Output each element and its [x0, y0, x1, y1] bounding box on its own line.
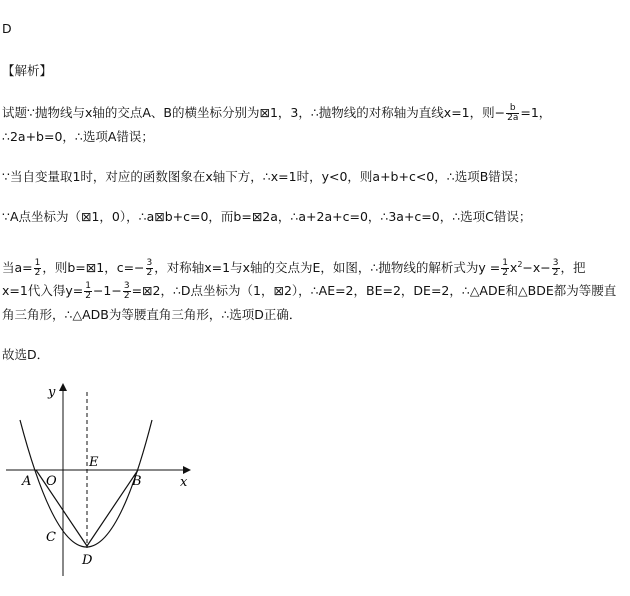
fraction: $\frac{3}{2}$: [146, 258, 153, 279]
label-c: C: [46, 530, 56, 545]
paragraph-2: ∵当自变量取1时，对应的函数图象在x轴下方，∴x=1时，y<0，则a+b+c<0，∴选项B错误；: [2, 169, 526, 184]
p1-text-c: =1，: [520, 105, 552, 120]
fraction-b-over-2a: $\frac{b}{2a}$: [507, 103, 519, 123]
label-d: D: [82, 553, 93, 568]
parabola-figure: [0, 378, 200, 588]
paragraph-3: ∵A点坐标为（⊠1，0），∴a⊠b+c=0，而b=⊠2a，∴a+2a+c=0，∴3a+c=0，∴选项C错误；: [2, 209, 532, 224]
p1-text-a: 试题∵抛物线与x轴的交点A、B的横坐标分别为⊠1，3，∴抛物线的对称轴为直线x=1，则: [2, 105, 495, 120]
p4-text: −1−: [92, 283, 122, 298]
fraction: $\frac{1}{2}$: [34, 258, 41, 279]
paragraph-4-line-3: 角三角形，∴△ADB为等腰直角三角形，∴选项D正确．: [2, 307, 302, 322]
label-a: A: [22, 474, 32, 489]
p4-text: 当a=: [2, 260, 33, 276]
label-e: E: [89, 455, 99, 470]
paragraph-1-line-1: 试题∵抛物线与x轴的交点A、B的横坐标分别为⊠1，3，∴抛物线的对称轴为直线x=1，则− $\frac{b}{2a}$ =1，: [2, 103, 552, 123]
label-y: y: [48, 385, 56, 400]
fraction: $\frac{3}{2}$: [552, 258, 559, 279]
p4-text: ，则b=⊠1，c=−: [42, 260, 145, 276]
segment-ad: [36, 470, 87, 546]
p4-text: x=1代入得y=: [2, 283, 84, 298]
label-x: x: [180, 475, 188, 490]
conclusion: 故选D．: [2, 347, 50, 362]
superscript: 2: [517, 260, 523, 269]
p4-text: =⊠2，∴D点坐标为（1，⊠2），∴AE=2，BE=2，DE=2，∴△ADE和△BDE都为等腰直: [131, 283, 617, 298]
paragraph-1-line-2: ∴2a+b=0，∴选项A错误；: [2, 129, 154, 144]
label-b: B: [132, 474, 142, 489]
paragraph-4-line-2: [2, 282, 616, 301]
label-o: O: [46, 474, 57, 489]
paragraph-4-line-1: [2, 256, 586, 278]
p4-text: −x−: [522, 260, 551, 276]
fraction: $\frac{3}{2}$: [123, 281, 130, 301]
section-title: 【解析】: [2, 63, 53, 78]
segment-bd: [87, 470, 138, 546]
fraction: $\frac{1}{2}$: [85, 281, 91, 301]
p4-text: x: [509, 260, 518, 276]
answer-line: D: [2, 21, 12, 36]
p4-text: ，对称轴x=1与x轴的交点为E，如图，∴抛物线的解析式为y =: [154, 260, 501, 276]
fraction: $\frac{1}{2}$: [502, 258, 508, 279]
p4-text: ，把: [560, 260, 586, 276]
